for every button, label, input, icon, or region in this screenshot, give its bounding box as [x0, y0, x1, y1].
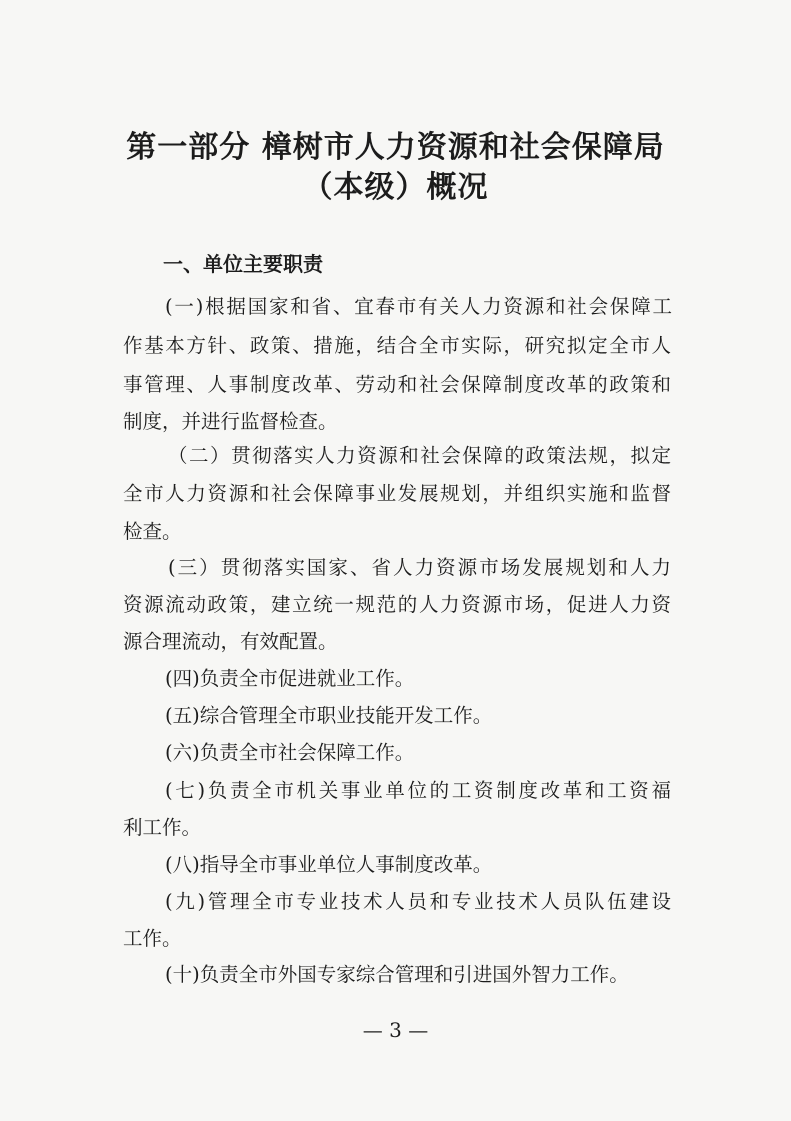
paragraph-5-line-1: (五)综合管理全市职业技能开发工作。 — [165, 704, 493, 727]
page-number: — 3 — — [362, 1018, 429, 1042]
paragraph-9-line-2: 工作。 — [123, 927, 182, 950]
paragraph-2-line-1: （二）贯彻落实人力资源和社会保障的政策法规，拟定 — [168, 444, 671, 467]
document-title-line-2: （本级）概况 — [302, 170, 489, 205]
paragraph-3-line-3: 源合理流动，有效配置。 — [123, 630, 338, 653]
paragraph-2-line-3: 检查。 — [123, 520, 182, 543]
paragraph-6-line-1: (六)负责全市社会保障工作。 — [165, 741, 415, 764]
paragraph-3-line-1: (三）贯彻落实国家、省人力资源市场发展规划和人力 — [168, 556, 671, 579]
paragraph-10-line-1: (十)负责全市外国专家综合管理和引进国外智力工作。 — [165, 963, 629, 986]
paragraph-9-line-1: (九)管理全市专业技术人员和专业技术人员队伍建设 — [165, 890, 671, 913]
document-title-line-1: 第一部分 樟树市人力资源和社会保障局 — [126, 130, 665, 165]
paragraph-3-line-2: 资源流动政策，建立统一规范的人力资源市场，促进人力资 — [123, 593, 671, 616]
paragraph-1-line-3: 事管理、人事制度改革、劳动和社会保障制度改革的政策和 — [123, 373, 671, 396]
paragraph-1-line-2: 作基本方针、政策、措施，结合全市实际，研究拟定全市人 — [123, 334, 671, 357]
paragraph-8-line-1: (八)指导全市事业单位人事制度改革。 — [165, 853, 493, 876]
paragraph-7-line-1: (七)负责全市机关事业单位的工资制度改革和工资福 — [165, 779, 671, 802]
paragraph-2-line-2: 全市人力资源和社会保障事业发展规划，并组织实施和监督 — [123, 482, 671, 505]
paragraph-1-line-4: 制度，并进行监督检查。 — [123, 410, 338, 433]
section-heading: 一、单位主要职责 — [163, 252, 323, 276]
paragraph-7-line-2: 利工作。 — [123, 816, 202, 839]
paragraph-4-line-1: (四)负责全市促进就业工作。 — [165, 667, 415, 690]
paragraph-1-line-1: (一)根据国家和省、宜春市有关人力资源和社会保障工 — [165, 295, 672, 318]
